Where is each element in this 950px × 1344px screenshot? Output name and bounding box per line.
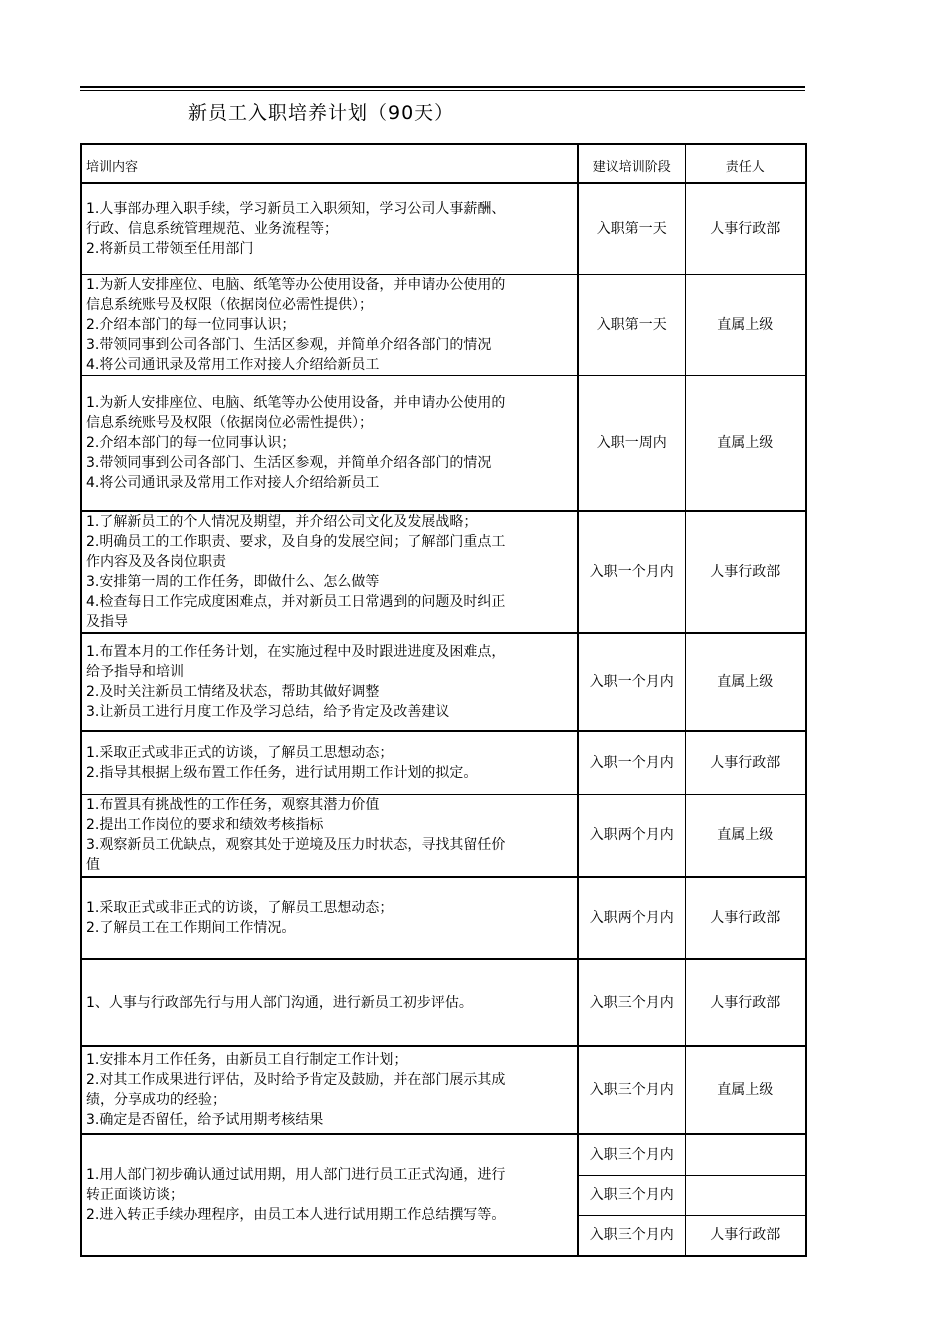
stage-cell: 入职三个月内: [578, 1046, 685, 1134]
owner-cell: [685, 1134, 806, 1175]
content-line: 值: [86, 857, 100, 874]
table-row: [81, 1046, 806, 1134]
owner-cell: 人事行政部: [685, 731, 806, 794]
content-line: 2.提出工作岗位的要求和绩效考核指标: [86, 817, 324, 834]
top-rule: [80, 86, 805, 88]
content-line: 绩，分享成功的经验；: [86, 1092, 226, 1108]
owner-cell: 直属上级: [685, 633, 806, 731]
table-row: [81, 511, 806, 633]
content-line: 3.带领同事到公司各部门、生活区参观，并简单介绍各部门的情况: [86, 336, 492, 353]
stage-cell: 入职第一天: [578, 274, 685, 375]
content-line: 4.将公司通讯录及常用工作对接人介绍给新员工: [86, 474, 380, 491]
content-line: 转正面谈访谈；: [86, 1187, 184, 1203]
content-line: 1.安排本月工作任务，由新员工自行制定工作计划；: [86, 1052, 408, 1068]
content-line: 2.介绍本部门的每一位同事认识；: [86, 316, 296, 333]
table-row: [81, 731, 806, 794]
content-line: 1.用人部门初步确认通过试用期，用人部门进行员工正式沟通，进行: [86, 1167, 506, 1183]
content-line: 3.安排第一周的工作任务，即做什么、怎么做等: [86, 574, 380, 590]
page-title: 新员工入职培养计划（90天）: [188, 102, 455, 124]
table-row: [81, 274, 806, 375]
content-cell: [81, 1134, 578, 1256]
owner-cell: 人事行政部: [685, 877, 806, 959]
training-plan-table: [80, 143, 807, 1257]
owner-cell: 直属上级: [685, 1046, 806, 1134]
content-line: 2.将新员工带领至任用部门: [86, 240, 254, 257]
owner-cell: 人事行政部: [685, 959, 806, 1046]
content-line: 3.让新员工进行月度工作及学习总结，给予肯定及改善建议: [86, 704, 450, 720]
table-row: [81, 794, 806, 877]
owner-cell: 直属上级: [685, 375, 806, 511]
content-cell: [81, 1046, 578, 1134]
content-line: 3.确定是否留任，给予试用期考核结果: [86, 1112, 324, 1128]
stage-cell: 入职一个月内: [578, 511, 685, 633]
table-row: [81, 183, 806, 274]
table-row: [81, 633, 806, 731]
stage-cell: 入职第一天: [578, 183, 685, 274]
content-line: 2.及时关注新员工情绪及状态，帮助其做好调整: [86, 684, 380, 700]
content-line: 1.布置具有挑战性的工作任务，观察其潜力价值: [86, 797, 380, 814]
content-line: 2.了解员工在工作期间工作情况。: [86, 920, 296, 936]
content-cell: [81, 794, 578, 877]
stage-cell: 入职两个月内: [578, 794, 685, 877]
table-row: [81, 375, 806, 511]
stage-cell: 入职一周内: [578, 375, 685, 511]
content-line: 2.对其工作成果进行评估，及时给予肯定及鼓励，并在部门展示其成: [86, 1072, 506, 1088]
table-row: [81, 877, 806, 959]
content-line: 2.指导其根据上级布置工作任务，进行试用期工作计划的拟定。: [86, 764, 478, 781]
content-line: 作内容及及各岗位职责: [86, 554, 226, 570]
top-rule-thin: [80, 90, 805, 91]
content-line: 2.进入转正手续办理程序，由员工本人进行试用期工作总结撰写等。: [86, 1207, 506, 1223]
content-line: 1.采取正式或非正式的访谈，了解员工思想动态；: [86, 744, 394, 761]
content-cell: [81, 959, 578, 1046]
content-line: 行政、信息系统管理规范、业务流程等；: [86, 220, 338, 237]
stage-cell: 入职三个月内: [578, 1215, 685, 1256]
content-line: 1.采取正式或非正式的访谈，了解员工思想动态；: [86, 900, 394, 916]
content-line: 1.人事部办理入职手续，学习新员工入职须知，学习公司人事薪酬、: [86, 200, 506, 217]
table-header-row: [81, 144, 806, 183]
content-cell: [81, 633, 578, 731]
stage-cell: 入职一个月内: [578, 633, 685, 731]
owner-cell: [685, 1175, 806, 1215]
content-line: 2.明确员工的工作职责、要求，及自身的发展空间；了解部门重点工: [86, 534, 506, 550]
stage-cell: 入职三个月内: [578, 959, 685, 1046]
stage-cell: 入职三个月内: [578, 1134, 685, 1175]
content-line: 1.为新人安排座位、电脑、纸笔等办公使用设备，并申请办公使用的: [86, 276, 506, 293]
owner-cell: 直属上级: [685, 794, 806, 877]
table-row: [81, 959, 806, 1046]
header-stage: 建议培训阶段: [578, 144, 685, 183]
owner-cell: 人事行政部: [685, 1215, 806, 1256]
content-line: 1.布置本月的工作任务计划，在实施过程中及时跟进进度及困难点，: [86, 644, 506, 660]
content-line: 1.了解新员工的个人情况及期望，并介绍公司文化及发展战略；: [86, 514, 478, 530]
owner-cell: 人事行政部: [685, 183, 806, 274]
content-line: 4.检查每日工作完成度困难点，并对新员工日常遇到的问题及时纠正: [86, 594, 506, 610]
owner-cell: 直属上级: [685, 274, 806, 375]
header-content: 培训内容: [81, 144, 578, 183]
content-line: 1、人事与行政部先行与用人部门沟通，进行新员工初步评估。: [86, 994, 473, 1011]
owner-cell: 人事行政部: [685, 511, 806, 633]
table-row: [81, 1134, 806, 1175]
content-cell: [81, 375, 578, 511]
content-line: 给予指导和培训: [86, 664, 184, 680]
content-cell: [81, 274, 578, 375]
content-cell: [81, 183, 578, 274]
stage-cell: 入职两个月内: [578, 877, 685, 959]
content-line: 3.带领同事到公司各部门、生活区参观，并简单介绍各部门的情况: [86, 454, 492, 471]
content-cell: [81, 511, 578, 633]
content-line: 4.将公司通讯录及常用工作对接人介绍给新员工: [86, 356, 380, 373]
content-cell: [81, 877, 578, 959]
content-line: 2.介绍本部门的每一位同事认识；: [86, 434, 296, 451]
content-line: 信息系统账号及权限（依据岗位必需性提供）；: [86, 296, 373, 313]
stage-cell: 入职三个月内: [578, 1175, 685, 1215]
content-line: 1.为新人安排座位、电脑、纸笔等办公使用设备，并申请办公使用的: [86, 394, 506, 411]
content-line: 及指导: [86, 614, 128, 630]
content-line: 信息系统账号及权限（依据岗位必需性提供）；: [86, 414, 373, 431]
content-line: 3.观察新员工优缺点，观察其处于逆境及压力时状态，寻找其留任价: [86, 837, 506, 854]
content-cell: [81, 731, 578, 794]
header-owner: 责任人: [685, 144, 806, 183]
stage-cell: 入职一个月内: [578, 731, 685, 794]
